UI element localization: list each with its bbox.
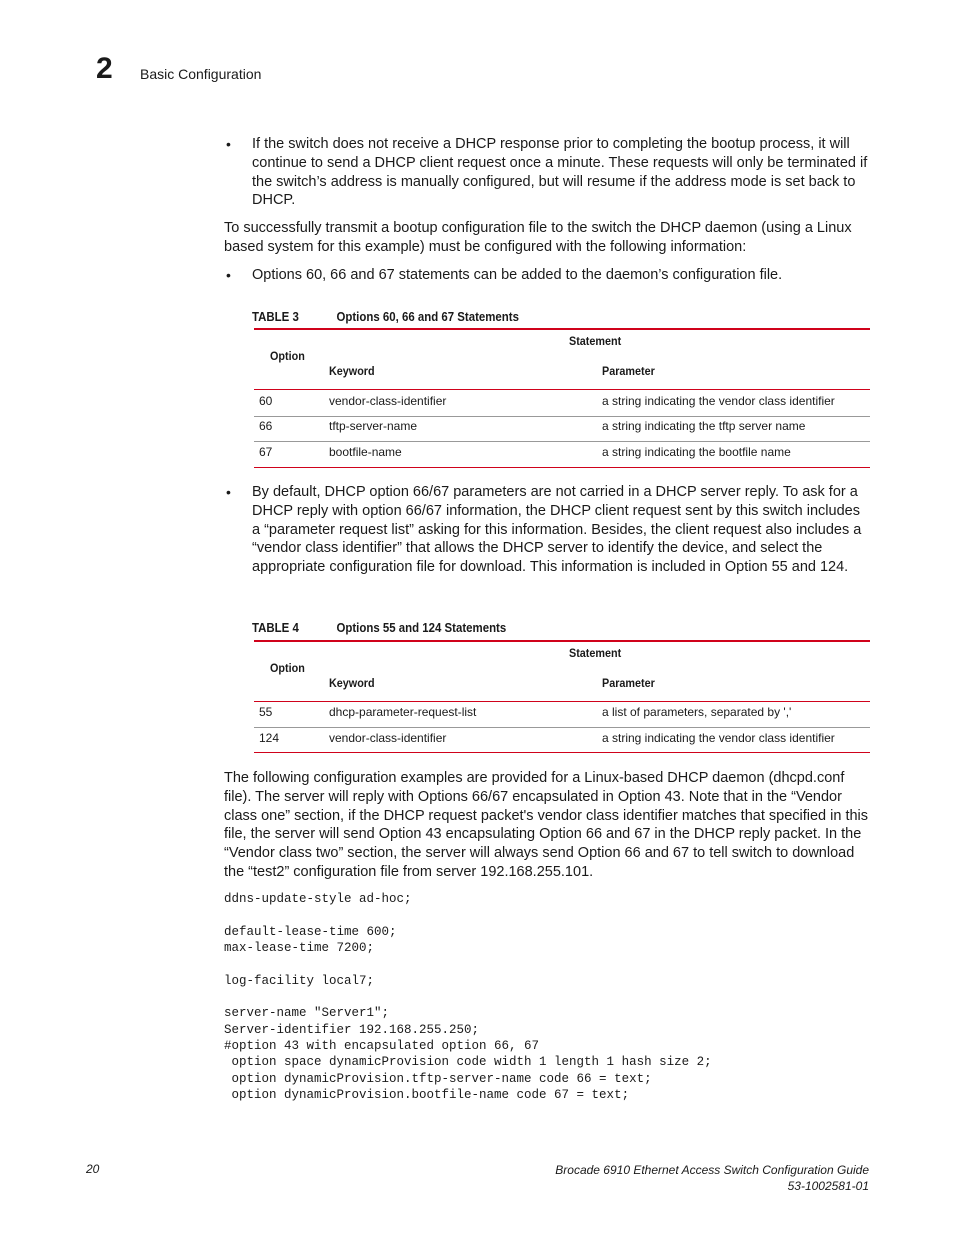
code-line: max-lease-time 7200; (224, 941, 375, 955)
table-title: Options 55 and 124 Statements (336, 620, 507, 635)
code-line: Server-identifier 192.168.255.250; (224, 1023, 480, 1037)
page-number: 20 (86, 1162, 100, 1176)
cell-option: 67 (259, 445, 273, 459)
bullet-item (224, 266, 870, 285)
cell-parameter: a string indicating the tftp server name (602, 419, 806, 433)
table-number: TABLE 3 (252, 309, 299, 324)
doc-title: Brocade 6910 Ethernet Access Switch Configuration Guide (555, 1163, 869, 1177)
bullet-icon: • (226, 136, 231, 152)
table-header-rule (254, 701, 870, 702)
cell-parameter: a string indicating the vendor class identifier (602, 394, 835, 408)
footer-doc-info (555, 1162, 869, 1194)
cell-option: 66 (259, 419, 273, 433)
table-top-rule (254, 328, 870, 330)
table-number: TABLE 4 (252, 620, 299, 635)
header-keyword: Keyword (329, 364, 375, 378)
cell-keyword: tftp-server-name (329, 419, 418, 433)
bullet-text: If the switch does not receive a DHCP response prior to completing the bootup process, it will continue to send a DHCP client request once a minute. These requests will only be terminated if the switch’s address is manually configured, but will resume if the address mode is set back to DHCP. (252, 136, 868, 209)
cell-option: 55 (259, 705, 273, 719)
header-option: Option (270, 349, 305, 363)
cell-parameter: a string indicating the vendor class identifier (602, 731, 835, 745)
header-option: Option (270, 661, 305, 675)
cell-keyword: dhcp-parameter-request-list (329, 705, 477, 719)
bullet-icon: • (226, 267, 231, 283)
bullet-icon: • (226, 484, 231, 500)
table-bottom-rule (254, 752, 870, 753)
cell-keyword: vendor-class-identifier (329, 394, 447, 408)
code-line: default-lease-time 600; (224, 925, 397, 939)
header-statement: Statement (569, 646, 622, 660)
code-line: option dynamicProvision.tftp-server-name code 66 = text; (224, 1072, 652, 1086)
table-header-rule (254, 389, 870, 390)
paragraph: To successfully transmit a bootup configuration file to the switch the DHCP daemon (using a Linux based system for this example) must be configured with the following information: (224, 220, 852, 255)
cell-option: 60 (259, 394, 273, 408)
bullet-text: Options 60, 66 and 67 statements can be added to the daemon’s configuration file. (252, 267, 783, 283)
doc-number: 53-1002581-01 (787, 1179, 869, 1193)
header-statement: Statement (569, 334, 622, 348)
code-line: server-name "Server1"; (224, 1006, 390, 1020)
code-line: log-facility local7; (224, 974, 375, 988)
bullet-item (224, 135, 870, 210)
header-parameter: Parameter (602, 676, 655, 690)
bullet-item (224, 483, 870, 577)
table-options-60-66-67 (254, 328, 870, 468)
table-title: Options 60, 66 and 67 Statements (336, 309, 519, 324)
header-parameter: Parameter (602, 364, 655, 378)
chapter-title: Basic Configuration (140, 66, 262, 82)
table-options-55-124 (254, 640, 870, 754)
header-keyword: Keyword (329, 676, 375, 690)
paragraph: The following configuration examples are provided for a Linux-based DHCP daemon (dhcpd.conf file). The server will reply with Options 66/67 encapsulated in Option 43. Note that in the “Vendor class one” section, if the DHCP request packet's vendor class identifier matches that specified in this file, the server will send Option 43 encapsulating Option 66 and 67 in the DHCP reply packet. In the “Vendor class two” section, the server will always send Option 66 and 67 to tell switch to download the “test2” configuration file from server 192.168.255.101. (224, 770, 869, 880)
cell-parameter: a string indicating the bootfile name (602, 445, 791, 459)
code-line: option dynamicProvision.bootfile-name code 67 = text; (224, 1088, 630, 1102)
code-line: ddns-update-style ad-hoc; (224, 892, 412, 906)
cell-keyword: bootfile-name (329, 445, 402, 459)
table-bottom-rule (254, 467, 870, 468)
table-caption (252, 620, 506, 635)
code-line: option space dynamicProvision code width 1 length 1 hash size 2; (224, 1055, 712, 1069)
cell-keyword: vendor-class-identifier (329, 731, 447, 745)
row-divider (254, 416, 870, 417)
chapter-number: 2 (96, 52, 113, 85)
table-caption (252, 309, 519, 324)
code-line: #option 43 with encapsulated option 66, 67 (224, 1039, 540, 1053)
bullet-text: By default, DHCP option 66/67 parameters are not carried in a DHCP server reply. To ask for a DHCP reply with option 66/67 information, the DHCP client request sent by this switch includes a “parameter request list” asking for this information. Besides, the client request also includes a “vendor class identifier” that allows the DHCP server to identify the device, and select the appropriate configuration file for download. This information is included in Option 55 and 124. (252, 484, 862, 576)
row-divider (254, 441, 870, 442)
row-divider (254, 727, 870, 728)
table-top-rule (254, 640, 870, 642)
cell-option: 124 (259, 731, 280, 745)
cell-parameter: a list of parameters, separated by ',' (602, 705, 792, 719)
